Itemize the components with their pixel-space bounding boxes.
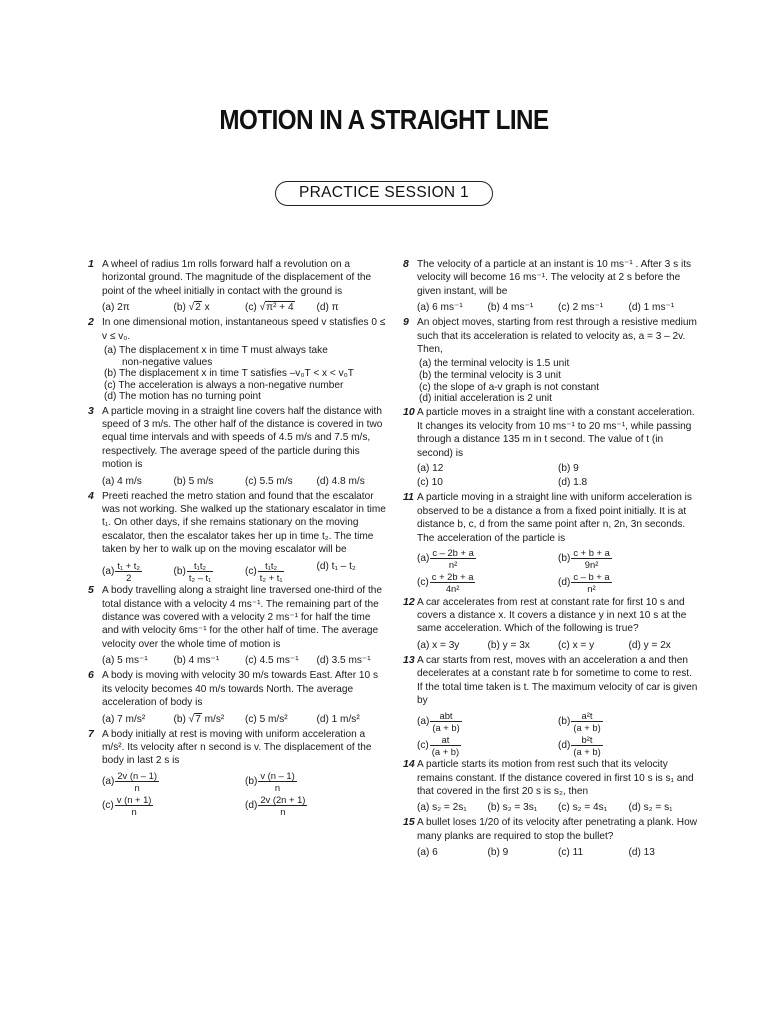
question-number: 2 (88, 316, 94, 329)
option-b: (b) 4 ms⁻¹ (487, 302, 534, 314)
option-b: (b) s₂ = 3s₁ (487, 802, 538, 814)
option-b: (b) $\frac{c + b + a}{\text{9n²}}$ (558, 547, 610, 571)
right-column (403, 258, 699, 861)
question-9 (403, 316, 699, 405)
question-text: A particle starts its motion from rest such that its velocity remains constant. If the distance covered in first 10 s is s₁ and that covered in the first 20 s is s₂, then (417, 759, 694, 797)
option-a: (a) 12 (417, 463, 444, 475)
options (102, 560, 388, 583)
options (417, 301, 699, 314)
question-2 (88, 316, 388, 403)
question-13 (403, 654, 699, 757)
options (102, 713, 388, 726)
question-number: 10 (403, 406, 415, 419)
option-d: (d) $\frac{2v (2n + 1)}{n}$ (245, 793, 306, 817)
options (417, 547, 699, 594)
option-d: (d) The motion has no turning point (104, 391, 261, 403)
option-c: (c) The acceleration is always a non-negative number (104, 379, 344, 391)
question-text: A body travelling along a straight line traversed one-third of the total distance with a velocity 4 ms⁻¹. The remaining part of the distance was covered with a velocity 2 ms⁻¹ for half the time and with velocity 6ms⁻¹ for the other half of time. The average velocity over the whole time of motion is (102, 585, 382, 650)
option-b: (b) 9 (487, 847, 509, 859)
option-a: (a) $\frac{c - 2b + a}{\text{n²}}$ (417, 547, 474, 571)
question-3 (88, 405, 388, 488)
option-b: (b) $\frac{v (n - 1)}{n}$ (245, 769, 295, 793)
question-text: A particle moving in a straight line with uniform acceleration is observed to be a distance a from a fixed point initially. It is at distance b, c, d from the same point after n, 2n, 3n seconds. The acceleration of the particle is (417, 492, 692, 544)
option-a-continued: non-negative values (122, 356, 213, 368)
question-number: 8 (403, 258, 409, 270)
options (102, 770, 388, 817)
left-column (88, 258, 388, 818)
question-number: 3 (88, 404, 94, 417)
options (417, 358, 699, 404)
question-number: 14 (403, 758, 415, 771)
option-d: (d) $\frac{\text{b²t}}{(a + b)}$ (558, 733, 601, 757)
option-c: (c) $\frac{v (n + 1)}{n}$ (102, 793, 152, 817)
option-c: (c) 11 (558, 847, 584, 859)
option-d: (d) 1 m/s² (316, 713, 360, 725)
option-b: (b) 9 (558, 463, 579, 475)
option-a: (a) 6 (417, 847, 438, 859)
option-c: (c) s₂ = 4s₁ (558, 802, 608, 814)
question-6 (88, 669, 388, 726)
option-c: (c) 5 m/s² (245, 713, 288, 725)
option-b: (b) √2 x (173, 302, 210, 314)
option-b: (b) $\frac{\text{a²t}}{(a + b)}$ (558, 709, 601, 733)
option-b: (b) $\frac{\text{t₁t₂}}{\text{t₂ – t₁}}$ (173, 559, 212, 583)
option-d: (d) s₂ = s₁ (628, 802, 673, 814)
option-c: (c) 2 ms⁻¹ (558, 302, 604, 314)
option-c: (c) x = y (558, 639, 595, 651)
page-title: MOTION IN A STRAIGHT LINE (219, 104, 549, 135)
question-text: A car accelerates from rest at constant rate for first 10 s and covers a distance x. It covers a distance y in next 10 s at the same acceleration. Which of the following is true? (417, 596, 687, 635)
question-11 (403, 491, 699, 594)
question-8 (403, 258, 699, 315)
question-number: 13 (403, 653, 415, 666)
options (102, 475, 388, 488)
option-d: (d) t₁ – t₂ (316, 560, 356, 572)
option-a: (a) s₂ = 2s₁ (417, 802, 467, 814)
option-d: (d) y = 2x (628, 639, 671, 651)
options (417, 462, 699, 490)
options (102, 345, 388, 403)
option-c: (c) 4.5 ms⁻¹ (245, 655, 299, 667)
option-c: (c) the slope of a-v graph is not constant (419, 381, 600, 393)
question-text: A particle moving in a straight line covers half the distance with speed of 3 m/s. The other half of the distance is covered in two equal time intervals and with speeds of 4.5 m/s and 7.5 m/s, respectively. The average speed of the particle during this motion is (102, 405, 383, 471)
question-text: A body is moving with velocity 30 m/s towards East. After 10 s its velocity becomes 40 m/s towards North. The average acceleration of body is (102, 670, 379, 709)
option-d: (d) $\frac{c - b + a}{\text{n²}}$ (558, 571, 610, 595)
option-c: (c) √π² + 4 (245, 302, 294, 314)
question-1 (88, 258, 388, 315)
question-number: 12 (403, 595, 415, 608)
option-d: (d) 1 ms⁻¹ (628, 302, 675, 314)
option-b: (b) √7 m/s² (173, 713, 225, 725)
question-number: 4 (88, 489, 94, 502)
option-a: (a) 7 m/s² (102, 713, 146, 725)
question-14 (403, 758, 699, 815)
question-text: A wheel of radius 1m rolls forward half a revolution on a horizontal ground. The magnitude of the displacement of the point of the wheel initially in contact with the ground is (102, 259, 372, 297)
question-7 (88, 728, 388, 817)
question-15 (403, 816, 699, 859)
option-a: (a) 5 ms⁻¹ (102, 655, 148, 667)
option-d: (d) 13 (628, 847, 655, 859)
option-c: (c) $\frac{\text{t₁t₂}}{\text{t₂ + t₁}}$ (245, 559, 283, 583)
question-number: 15 (403, 816, 415, 829)
question-number: 5 (88, 584, 94, 597)
option-b: (b) y = 3x (487, 639, 530, 651)
question-text: A bullet loses 1/20 of its velocity after penetrating a plank. How many planks are required to stop the bullet? (417, 817, 697, 842)
session-heading: PRACTICE SESSION 1 (275, 181, 493, 206)
question-10 (403, 406, 699, 489)
option-a: (a) 6 ms⁻¹ (417, 302, 463, 314)
question-number: 1 (88, 258, 94, 270)
option-d: (d) 4.8 m/s (316, 475, 365, 487)
option-a: (a) The displacement x in time T must always take (104, 345, 328, 357)
options (417, 639, 699, 652)
option-b: (b) 5 m/s (173, 475, 214, 487)
question-text: An object moves, starting from rest through a resistive medium such that its acceleration is related to velocity as, a = 3 – 2v. Then, (417, 317, 697, 356)
option-d: (d) 1.8 (558, 477, 588, 489)
question-text: Preeti reached the metro station and found that the escalator was not working. She walked up the stationary escalator in time t₁. On other days, if she remains stationary on the moving escalator, then the escalator takes her up in time t₂. The time taken by her to walk up on the moving escalator will be (102, 490, 386, 556)
option-c: (c) 10 (417, 477, 443, 489)
option-a: (a) $\frac{2v (n - 1)}{n}$ (102, 769, 157, 793)
option-c: (c) 5.5 m/s (245, 475, 293, 487)
option-a: (a) the terminal velocity is 1.5 unit (419, 358, 570, 370)
option-a: (a) $\frac{\text{t₁ + t₂}}{2}$ (102, 559, 141, 583)
option-a: (a) $\frac{\text{abt}}{(a + b)}$ (417, 709, 460, 733)
question-5 (88, 584, 388, 667)
question-text: A car starts from rest, moves with an acceleration a and then decelerates at a constant rate b for sometime to come to rest. If the total time taken is t. The maximum velocity of car is given by (417, 654, 698, 707)
option-b: (b) the terminal velocity is 3 unit (419, 370, 561, 382)
option-c: (c) $\frac{c + 2b + a}{\text{4n²}}$ (417, 571, 474, 595)
options (102, 654, 388, 667)
question-number: 7 (88, 727, 94, 740)
option-a: (a) 4 m/s (102, 475, 142, 487)
question-text: A particle moves in a straight line with a constant acceleration. It changes its velocity from 10 ms⁻¹ to 20 ms⁻¹, while passing through a distance 135 m in t second. The value of t (in second) is (417, 407, 695, 459)
question-text: A body initially at rest is moving with uniform acceleration a m/s². Its velocity after n second is v. The displacement of the body in last 2 s is (102, 728, 372, 767)
option-d: (d) 3.5 ms⁻¹ (316, 655, 371, 667)
question-12 (403, 596, 699, 653)
question-text: In one dimensional motion, instantaneous speed v statisfies 0 ≤ v ≤ v₀. (102, 317, 386, 342)
question-number: 9 (403, 316, 409, 329)
question-text: The velocity of a particle at an instant is 10 ms⁻¹ . After 3 s its velocity will become 16 ms⁻¹. The velocity at 2 s before the given instant, will be (417, 259, 692, 297)
options (417, 710, 699, 757)
option-d: (d) initial acceleration is 2 unit (419, 393, 552, 405)
option-b: (b) The displacement x in time T satisfies –v₀T < x < v₀T (104, 368, 354, 380)
option-c: (c) $\frac{at}{(a + b)}$ (417, 733, 460, 757)
option-a: (a) 2π (102, 302, 130, 314)
question-number: 11 (403, 491, 414, 504)
option-b: (b) 4 ms⁻¹ (173, 655, 220, 667)
option-a: (a) x = 3y (417, 639, 460, 651)
options (417, 846, 699, 859)
question-number: 6 (88, 669, 94, 682)
option-d: (d) π (316, 302, 339, 314)
options (417, 801, 699, 814)
question-4 (88, 490, 388, 583)
options (102, 301, 388, 314)
